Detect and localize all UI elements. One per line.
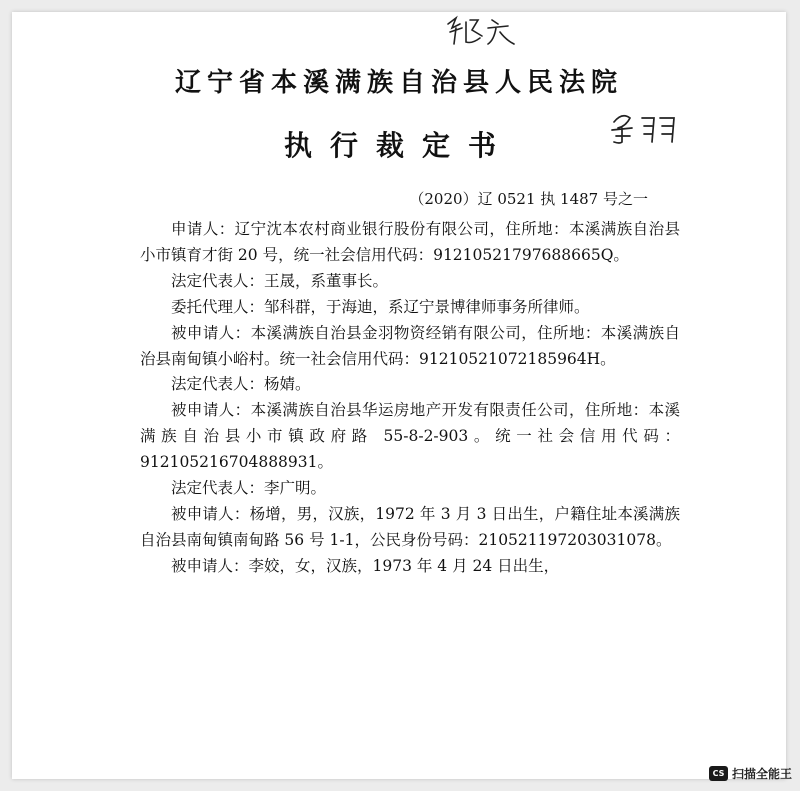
paragraph-respondent-2: 被申请人：本溪满族自治县华运房地产开发有限责任公司，住所地：本溪满族自治县小市镇政府路 55-8-2-903。统一社会信用代码：912105216704888931。 — [140, 401, 680, 472]
paragraph-respondent-2-legal-rep: 法定代表人：李广明。 — [171, 479, 327, 498]
case-number: （2020）辽 0521 执 1487 号之一 — [409, 190, 648, 208]
document-body — [140, 217, 680, 580]
paragraph-respondent-4: 被申请人：李姣，女，汉族，1973 年 4 月 24 日出生， — [171, 556, 560, 575]
paragraph-respondent-1: 被申请人：本溪满族自治县金羽物资经销有限公司，住所地：本溪满族自治县南甸镇小峪村。统一社会信用代码：91210521072185964H。 — [140, 323, 680, 368]
document-page — [12, 12, 786, 779]
camscanner-label: 扫描全能王 — [731, 767, 792, 781]
paragraph-respondent-3: 被申请人：杨增，男，汉族，1972 年 3 月 3 日出生，户籍住址本溪满族自治县南甸镇南甸路 56 号 1-1，公民身份号码：210521197203031078。 — [140, 504, 680, 549]
paragraph-applicant-agent: 委托代理人：邹科群，于海迪，系辽宁景博律师事务所律师。 — [171, 297, 590, 316]
camscanner-watermark — [709, 765, 792, 782]
document-title: 执行裁定书 — [283, 129, 514, 162]
camscanner-logo-icon: CS — [709, 766, 728, 781]
paragraph-respondent-1-legal-rep: 法定代表人：杨婧。 — [171, 375, 311, 394]
paragraph-applicant: 申请人：辽宁沈本农村商业银行股份有限公司，住所地：本溪满族自治县小市镇育才街 20 号，统一社会信用代码：91210521797688665Q。 — [140, 220, 680, 264]
court-name: 辽宁省本溪满族自治县人民法院 — [174, 68, 623, 98]
handwritten-annotation-top — [442, 14, 532, 48]
paragraph-applicant-legal-rep: 法定代表人：王晟，系董事长。 — [171, 271, 389, 290]
